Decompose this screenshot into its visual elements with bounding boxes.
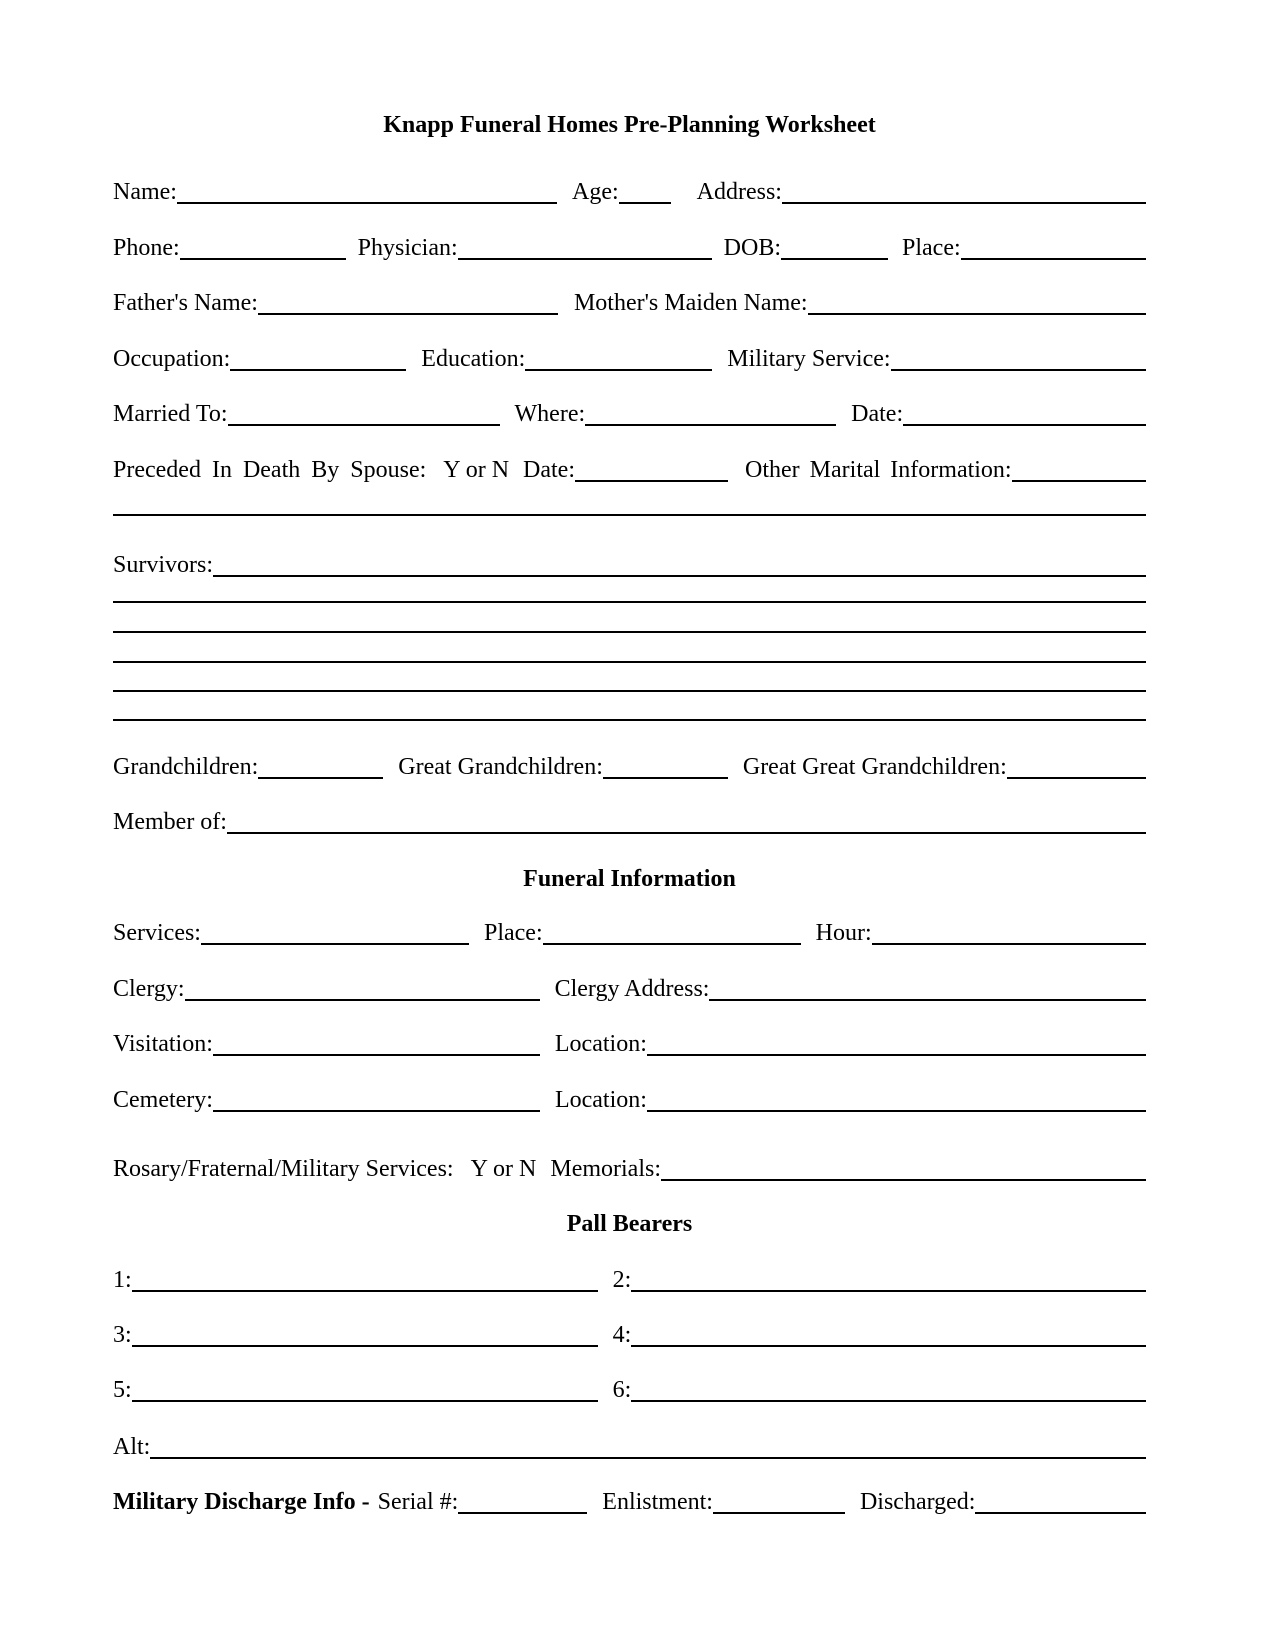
great-great-grandchildren-field-line[interactable] bbox=[1007, 769, 1146, 779]
row-occupation bbox=[113, 346, 1146, 372]
service-place-label: Place: bbox=[483, 920, 543, 946]
where-field-line[interactable] bbox=[585, 416, 836, 426]
military-service-field-line[interactable] bbox=[891, 361, 1146, 371]
services-field-line[interactable] bbox=[201, 935, 469, 945]
row-preceded bbox=[113, 457, 1146, 483]
row-grandchildren bbox=[113, 754, 1146, 780]
row-visitation bbox=[113, 1031, 1146, 1057]
row-survivors bbox=[113, 552, 1146, 578]
where-label: Where: bbox=[514, 401, 586, 427]
pall-bearer-1-label: 1: bbox=[113, 1267, 132, 1293]
clergy-address-field-line[interactable] bbox=[709, 991, 1146, 1001]
pall-bearer-5-label: 5: bbox=[113, 1377, 132, 1403]
pall-bearer-4-field-line[interactable] bbox=[631, 1337, 1146, 1347]
serial-number-label: Serial #: bbox=[377, 1489, 459, 1515]
mothers-maiden-name-field-line[interactable] bbox=[808, 305, 1146, 315]
rosary-label: Rosary/Fraternal/Military Services: bbox=[113, 1156, 454, 1182]
member-of-label: Member of: bbox=[113, 809, 227, 835]
married-to-label: Married To: bbox=[113, 401, 228, 427]
survivors-field-line[interactable] bbox=[213, 567, 1146, 577]
funeral-information-heading: Funeral Information bbox=[523, 866, 736, 892]
pall-bearer-5-field-line[interactable] bbox=[132, 1392, 598, 1402]
cemetery-label: Cemetery: bbox=[113, 1087, 213, 1113]
row-member-of bbox=[113, 809, 1146, 835]
memorials-field-line[interactable] bbox=[661, 1171, 1146, 1181]
cemetery-location-field-line[interactable] bbox=[647, 1102, 1146, 1112]
dob-label: DOB: bbox=[723, 235, 782, 261]
preceded-date-label: Date: bbox=[523, 457, 576, 483]
great-grandchildren-field-line[interactable] bbox=[603, 769, 728, 779]
military-discharge-info-label: Military Discharge Info - bbox=[113, 1489, 370, 1515]
other-marital-continuation-line[interactable] bbox=[113, 514, 1146, 516]
visitation-location-field-line[interactable] bbox=[647, 1046, 1146, 1056]
dob-field-line[interactable] bbox=[781, 250, 888, 260]
other-marital-field-line[interactable] bbox=[1012, 472, 1146, 482]
date-label: Date: bbox=[851, 401, 904, 427]
military-service-label: Military Service: bbox=[727, 346, 891, 372]
name-field-line[interactable] bbox=[177, 194, 557, 204]
rosary-y-or-n-option[interactable]: Y or N bbox=[470, 1156, 537, 1182]
place-field-line[interactable] bbox=[961, 250, 1146, 260]
preceded-y-or-n-option[interactable]: Y or N bbox=[443, 457, 510, 483]
place-label: Place: bbox=[902, 235, 961, 261]
mothers-maiden-name-label: Mother's Maiden Name: bbox=[573, 290, 808, 316]
preceded-label: Preceded In Death By Spouse: bbox=[113, 457, 427, 483]
physician-field-line[interactable] bbox=[458, 250, 712, 260]
occupation-label: Occupation: bbox=[113, 346, 231, 372]
address-field-line[interactable] bbox=[782, 194, 1146, 204]
education-label: Education: bbox=[421, 346, 526, 372]
survivors-label: Survivors: bbox=[113, 552, 214, 578]
service-place-field-line[interactable] bbox=[543, 935, 801, 945]
page-title: Knapp Funeral Homes Pre-Planning Worksheet bbox=[383, 112, 876, 138]
serial-number-field-line[interactable] bbox=[458, 1504, 587, 1514]
name-label: Name: bbox=[113, 179, 177, 205]
visitation-label: Visitation: bbox=[113, 1031, 213, 1057]
cemetery-field-line[interactable] bbox=[213, 1102, 540, 1112]
survivors-line-4[interactable] bbox=[113, 661, 1146, 663]
survivors-line-6[interactable] bbox=[113, 719, 1146, 721]
member-of-field-line[interactable] bbox=[227, 824, 1146, 834]
pall-bearer-1-field-line[interactable] bbox=[132, 1282, 598, 1292]
age-label: Age: bbox=[571, 179, 619, 205]
survivors-line-3[interactable] bbox=[113, 631, 1146, 633]
visitation-location-label: Location: bbox=[554, 1031, 647, 1057]
discharged-field-line[interactable] bbox=[975, 1504, 1146, 1514]
row-married bbox=[113, 401, 1146, 427]
pall-bearer-2-field-line[interactable] bbox=[631, 1282, 1146, 1292]
age-field-line[interactable] bbox=[619, 194, 671, 204]
row-name-age-address bbox=[113, 179, 1146, 205]
pall-bearer-alt-field-line[interactable] bbox=[150, 1449, 1146, 1459]
hour-field-line[interactable] bbox=[872, 935, 1146, 945]
pall-bearer-3-label: 3: bbox=[113, 1322, 132, 1348]
fathers-name-label: Father's Name: bbox=[113, 290, 258, 316]
discharged-label: Discharged: bbox=[859, 1489, 976, 1515]
pall-bearers-heading: Pall Bearers bbox=[566, 1211, 693, 1237]
phone-field-line[interactable] bbox=[180, 250, 346, 260]
great-grandchildren-label: Great Grandchildren: bbox=[398, 754, 603, 780]
visitation-field-line[interactable] bbox=[213, 1046, 540, 1056]
pall-bearer-alt-label: Alt: bbox=[113, 1434, 151, 1460]
row-rosary bbox=[113, 1156, 1146, 1182]
row-services bbox=[113, 920, 1146, 946]
cemetery-location-label: Location: bbox=[554, 1087, 647, 1113]
clergy-address-label: Clergy Address: bbox=[554, 976, 710, 1002]
row-parents bbox=[113, 290, 1146, 316]
memorials-label: Memorials: bbox=[550, 1156, 662, 1182]
grandchildren-field-line[interactable] bbox=[258, 769, 383, 779]
preceded-date-field-line[interactable] bbox=[575, 472, 728, 482]
row-pall-bearers-3-4 bbox=[113, 1322, 1146, 1348]
phone-label: Phone: bbox=[113, 235, 180, 261]
row-pall-bearer-alt bbox=[113, 1434, 1146, 1460]
pall-bearer-4-label: 4: bbox=[612, 1322, 632, 1348]
fathers-name-field-line[interactable] bbox=[258, 305, 558, 315]
row-clergy bbox=[113, 976, 1146, 1002]
pall-bearer-3-field-line[interactable] bbox=[132, 1337, 598, 1347]
services-label: Services: bbox=[113, 920, 201, 946]
date-field-line[interactable] bbox=[903, 416, 1146, 426]
row-phone-physician-dob-place bbox=[113, 235, 1146, 261]
occupation-field-line[interactable] bbox=[230, 361, 406, 371]
survivors-line-2[interactable] bbox=[113, 601, 1146, 603]
row-cemetery bbox=[113, 1087, 1146, 1113]
pall-bearer-2-label: 2: bbox=[612, 1267, 632, 1293]
row-military-discharge bbox=[113, 1489, 1146, 1515]
row-pall-bearers-1-2 bbox=[113, 1267, 1146, 1293]
clergy-field-line[interactable] bbox=[185, 991, 540, 1001]
grandchildren-label: Grandchildren: bbox=[113, 754, 259, 780]
pall-bearer-6-field-line[interactable] bbox=[631, 1392, 1146, 1402]
education-field-line[interactable] bbox=[525, 361, 712, 371]
hour-label: Hour: bbox=[815, 920, 872, 946]
address-label: Address: bbox=[696, 179, 782, 205]
great-great-grandchildren-label: Great Great Grandchildren: bbox=[742, 754, 1007, 780]
enlistment-field-line[interactable] bbox=[713, 1504, 845, 1514]
other-marital-label: Other Marital Information: bbox=[745, 457, 1012, 483]
married-to-field-line[interactable] bbox=[228, 416, 500, 426]
row-pall-bearers-5-6 bbox=[113, 1377, 1146, 1403]
pall-bearer-6-label: 6: bbox=[612, 1377, 632, 1403]
clergy-label: Clergy: bbox=[113, 976, 185, 1002]
enlistment-label: Enlistment: bbox=[602, 1489, 713, 1515]
survivors-line-5[interactable] bbox=[113, 690, 1146, 692]
physician-label: Physician: bbox=[357, 235, 458, 261]
